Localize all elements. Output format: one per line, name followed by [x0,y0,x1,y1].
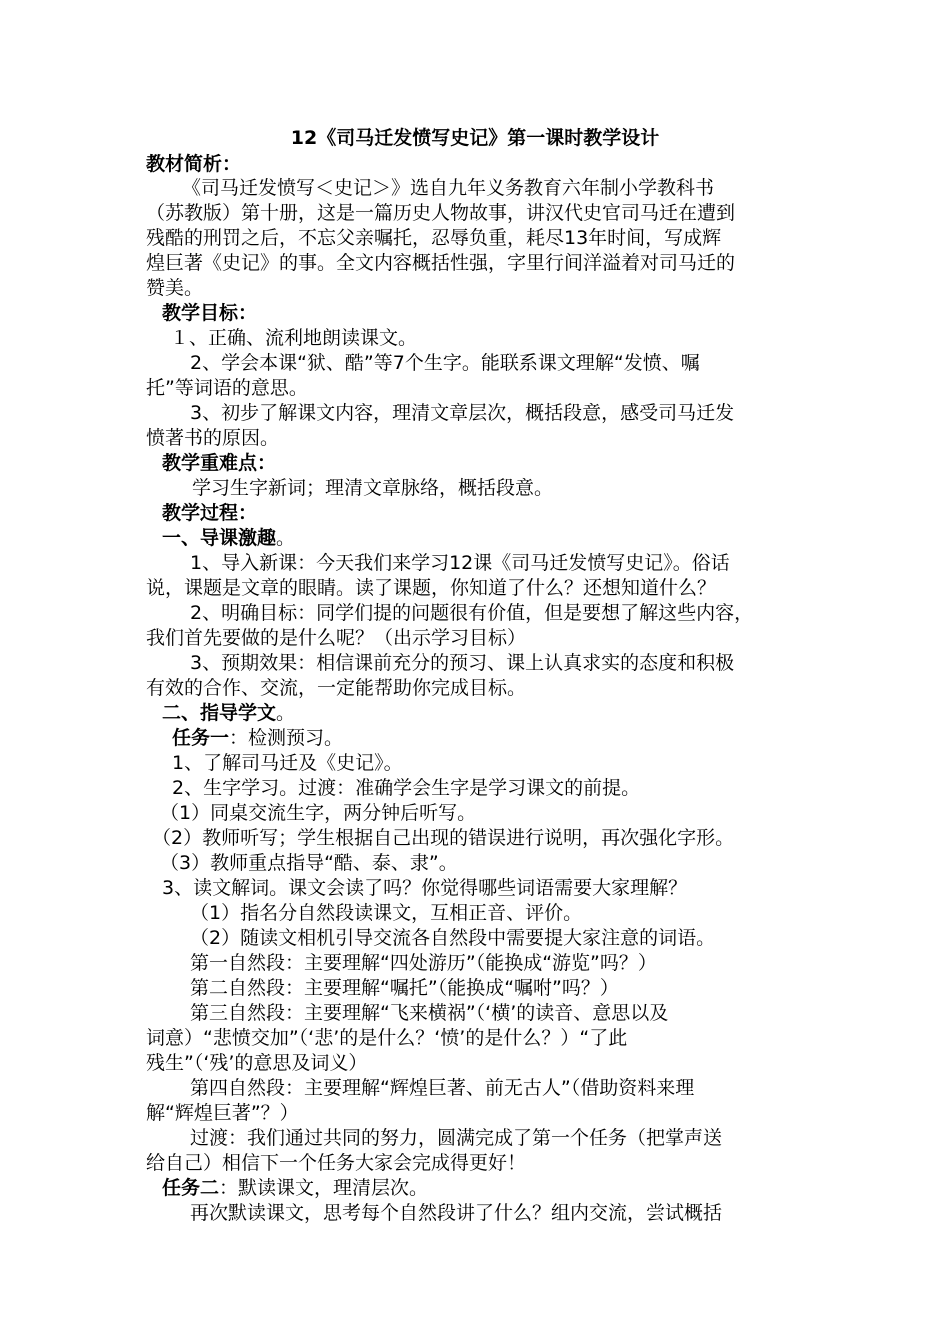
paragraph-line: 给自己）相信下一个任务大家会完成得更好！ [146,1152,527,1174]
paragraph-line: 有效的合作、交流，一定能帮助你完成目标。 [146,677,527,699]
list-item: 3、读文解词。课文会读了吗？你觉得哪些词语需要大家理解？ [162,877,688,899]
key-difficulties-text: 学习生字新词；理清文章脉络，概括段意。 [192,477,554,499]
section-heading-textbook-analysis: 教材简析： [146,153,242,175]
list-item: 1、了解司马迁及《史记》。 [172,752,403,774]
section-heading-key-difficulties: 教学重难点： [162,452,277,474]
process-step-heading [162,526,295,551]
goal-item: １、正确、流利地朗读课文。 [170,327,418,349]
process-step-title: 一、导课激趣 [162,527,277,549]
paragraph-line: 赞美。 [146,277,204,299]
list-item: （3）教师重点指导“酷、泰、隶”。 [160,852,458,874]
list-item: 2、生字学习。过渡：准确学会生字是学习课文的前提。 [172,777,641,799]
section-heading-teaching-process: 教学过程： [162,502,258,524]
list-item: （1）指名分自然段读课文，互相正音、评价。 [190,902,583,924]
paragraph-line: 解“辉煌巨著”？） [146,1102,299,1124]
list-item: （1）同桌交流生字，两分钟后听写。 [160,802,477,824]
section-heading-teaching-goals: 教学目标： [162,302,258,324]
task-text: ：检测预习。 [229,727,344,749]
goal-item: 3、初步了解课文内容，理清文章层次，概括段意，感受司马迁发 [190,402,735,424]
paragraph-line: 再次默读课文，思考每个自然段讲了什么？组内交流，尝试概括 [190,1202,723,1224]
paragraph-line: （苏教版）第十册，这是一篇历史人物故事，讲汉代史官司马迁在遭到 [146,202,736,224]
list-item: （2）随读文相机引导交流各自然段中需要提大家注意的词语。 [190,927,716,949]
paragraph-line: 第四自然段：主要理解“辉煌巨著、前无古人”（借助资料来理 [190,1077,695,1099]
process-step-heading [162,701,295,726]
paragraph-line: 词意）“悲愤交加”（‘悲’的是什么？‘愤’的是什么？）“了此 [146,1027,628,1049]
goal-item-continued: 托”等词语的意思。 [146,377,308,399]
process-step-title: 二、指导学文 [162,702,277,724]
paragraph-line: 残生”（‘残’的意思及词义） [146,1052,368,1074]
goal-item-continued: 愤著书的原因。 [146,427,280,449]
list-item: （2）教师听写；学生根据自己出现的错误进行说明，再次强化字形。 [152,827,735,849]
task-heading [162,1176,428,1201]
paragraph-line: 《司马迁发愤写＜史记＞》选自九年义务教育六年制小学教科书 [182,177,715,199]
paragraph-line: 煌巨著《史记》的事。全文内容概括性强，字里行间洋溢着对司马迁的 [146,252,736,274]
paragraph-line: 2、明确目标：同学们提的问题很有价值，但是要想了解这些内容， [190,602,754,624]
paragraph-line: 3、预期效果：相信课前充分的预习、课上认真求实的态度和积极 [190,652,735,674]
paragraph-line: 过渡：我们通过共同的努力，圆满完成了第一个任务（把掌声送 [190,1127,723,1149]
paragraph-line: 第一自然段：主要理解“四处游历”（能换成“游览”吗？） [190,952,657,974]
paragraph-line: 说，课题是文章的眼睛。读了课题，你知道了什么？还想知道什么？ [146,577,717,599]
process-step-punct: 。 [276,527,296,549]
paragraph-line: 1、导入新课：今天我们来学习12课《司马迁发愤写史记》。俗话 [190,552,730,574]
task-heading [172,726,343,751]
task-text: ：默读课文，理清层次。 [219,1177,429,1199]
task-label: 任务二 [162,1177,220,1199]
paragraph-line: 我们首先要做的是什么呢？（出示学习目标） [146,627,527,649]
process-step-punct: 。 [276,702,296,724]
paragraph-line: 残酷的刑罚之后，不忘父亲嘱托，忍辱负重，耗尽13年时间，写成辉 [146,227,722,249]
paragraph-line: 第二自然段：主要理解“嘱托”（能换成“嘱咐”吗？） [190,977,619,999]
task-label: 任务一 [172,727,230,749]
paragraph-line: 第三自然段：主要理解“飞来横祸”（‘横’的读音、意思以及 [190,1002,669,1024]
goal-item: 2、学会本课“狱、酷”等7个生字。能联系课文理解“发愤、嘱 [190,352,700,374]
document-title: 12《司马迁发愤写史记》第一课时教学设计 [290,127,660,149]
